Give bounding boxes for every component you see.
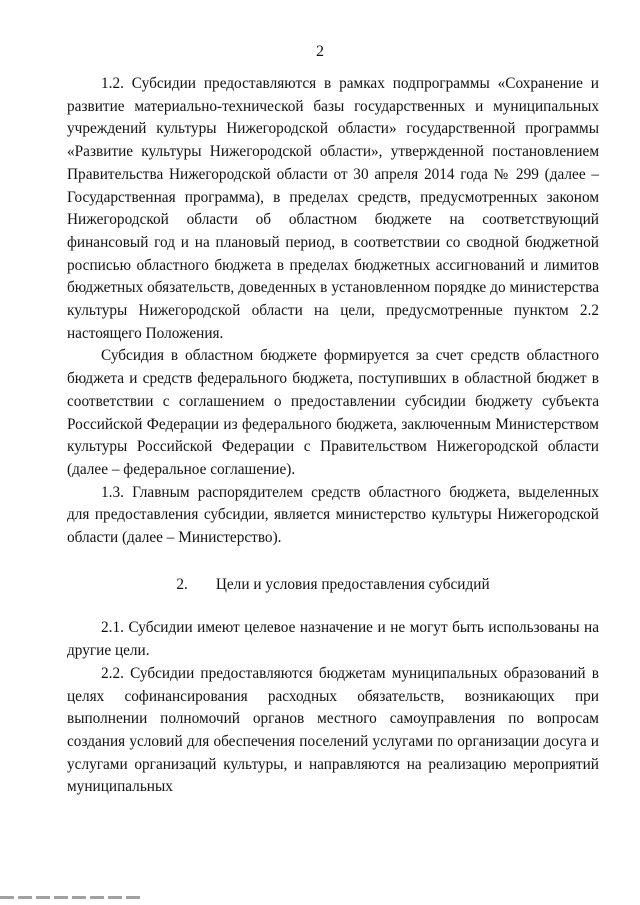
- paragraph-subsidy-formation: Субсидия в областном бюджете формируется за счет средств областного бюджета и средств федерального бюджета, поступивших в областной бюджет в соответствии с соглашением о предоставлении субсидии бюджету субъекта Российской Федерации из федерального бюджета, заключенным Министерством культуры Российской Федерации с Правительством Нижегородской области (далее – федеральное соглашение).: [67, 347, 599, 478]
- paragraph-1-2: 1.2. Субсидии предоставляются в рамках подпрограммы «Сохранение и развитие материально-технической базы государственных и муниципальных учреждений культуры Нижегородской области» государственной программы «Развитие культуры Нижегородской области», утвержденной постановлением Правительства Нижегородской области от 30 апреля 2014 года № 299 (далее – Государственная программа), в пределах средств, предусмотренных законом Нижегородской области об областном бюджете на соответствующий финансовый год и на плановый период, в соответствии со сводной бюджетной росписью областного бюджета в пределах бюджетных ассигнований и лимитов бюджетных обязательств, доведенных в установленном порядке до министерства культуры Нижегородской области на цели, предусмотренные пунктом 2.2 настоящего Положения.: [67, 75, 599, 342]
- scan-edge-artifact: [0, 896, 140, 899]
- section-title: Цели и условия предоставления субсидий: [215, 575, 490, 593]
- section-number: 2.: [176, 575, 188, 593]
- paragraph-1-3: 1.3. Главным распорядителем средств областного бюджета, выделенных для предоставления субсидии, является министерство культуры Нижегородской области (далее – Министерство).: [67, 483, 599, 547]
- page-number: 2: [316, 43, 324, 60]
- paragraph-2-1: 2.1. Субсидии имеют целевое назначение и не могут быть использованы на другие цели.: [67, 619, 599, 660]
- section-heading: [67, 574, 599, 597]
- document-body: [67, 73, 599, 799]
- paragraph-2-2: 2.2. Субсидии предоставляются бюджетам муниципальных образований в целях софинансирования расходных обязательств, возникающих при выполнении полномочий органов местного самоуправления по вопросам создания условий для обеспечения поселений услугами по организации досуга и услугами организаций культуры, и направляются на реализацию мероприятий муниципальных: [67, 664, 599, 796]
